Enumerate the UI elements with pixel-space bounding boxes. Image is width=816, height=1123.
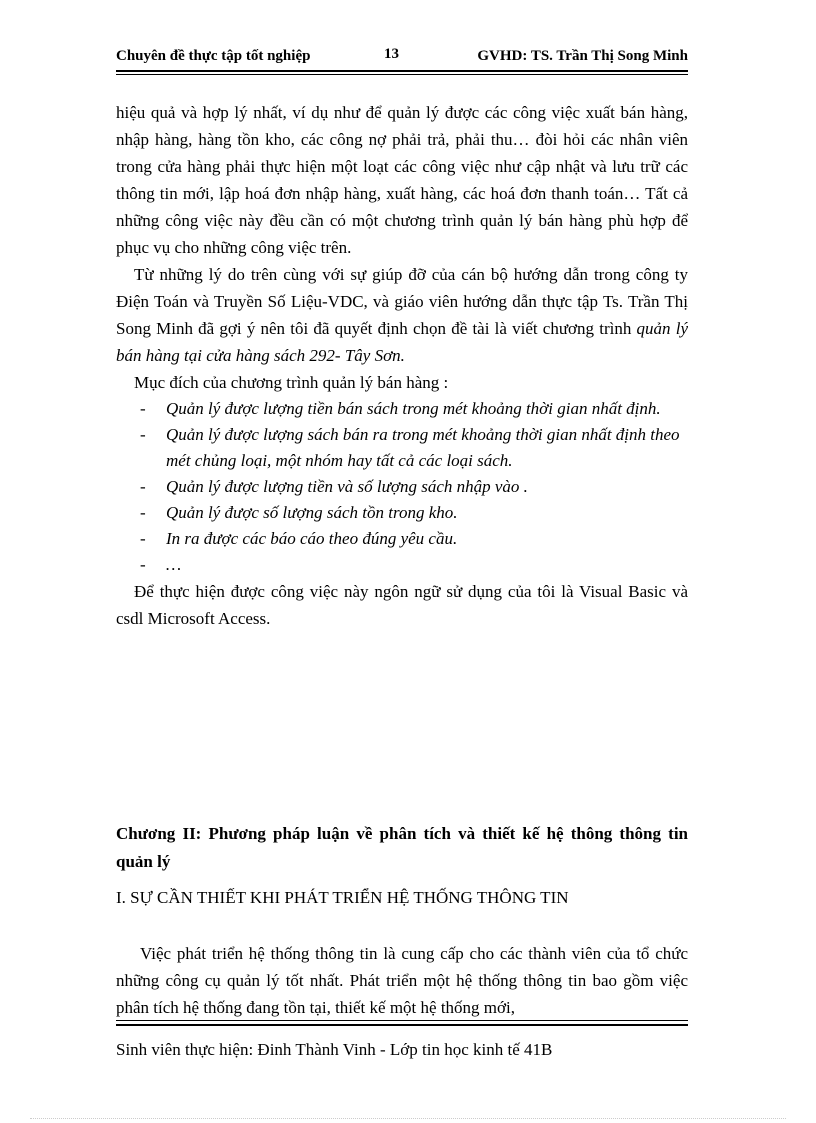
- paragraph-reason: [116, 261, 688, 369]
- page-boundary: [30, 1118, 786, 1119]
- list-item-text: In ra được các báo cáo theo đúng yêu cầu.: [166, 529, 458, 548]
- footer-rule: [116, 1024, 688, 1026]
- paragraph-reason-text: Từ những lý do trên cùng với sự giúp đỡ của cán bộ hướng dẫn trong công ty Điện Toán và Truyền Số Liệu-VDC, và giáo viên hướng dẫn thực tập Ts. Trần Thị Song Minh đã gợi ý nên tôi đã quyết định chọn đề tài là viết chương trình: [116, 265, 688, 338]
- paragraph-tools: Để thực hiện được công việc này ngôn ngữ sử dụng của tôi là Visual Basic và csdl Microsoft Access.: [116, 582, 688, 628]
- list-dash: -: [140, 399, 146, 418]
- list-item: [140, 396, 688, 422]
- header-page-number: 13: [384, 46, 399, 62]
- list-item: [140, 526, 688, 552]
- chapter-heading: Chương II: Phương pháp luận về phân tích và thiết kế hệ thông thông tin quản lý: [116, 824, 688, 871]
- paragraph-reason-topic: quản lý bán hàng tại cửa hàng sách 292- Tây Sơn.: [116, 319, 689, 365]
- list-dash: -: [140, 555, 146, 574]
- paragraph-intro: hiệu quả và hợp lý nhất, ví dụ như để quản lý được các công việc xuất bán hàng, nhập hàng, hàng tồn kho, các công nợ phải trả, phải thu… đòi hỏi các nhân viên trong cửa hàng phải thực hiện một loạt các công việc như cập nhật và lưu trữ các thông tin mới, lập hoá đơn nhập hàng, xuất hàng, các hoá đơn thanh toán… Tất cả những công việc này đều cần có một chương trình quản lý bán hàng phù hợp để phục vụ cho những công việc trên.: [116, 103, 688, 257]
- list-item: [140, 552, 688, 578]
- paragraph-purpose: Mục đích của chương trình quản lý bán hàng :: [134, 373, 449, 392]
- list-item: [140, 422, 688, 474]
- section-heading: I. SỰ CẦN THIẾT KHI PHÁT TRIỂN HỆ THỐNG THÔNG TIN: [116, 888, 569, 907]
- list-dash: -: [140, 503, 146, 522]
- header-rule-thin: [116, 74, 688, 75]
- list-item-text: Quản lý được lượng tiền và số lượng sách nhập vào .: [166, 477, 528, 496]
- header-rule: [116, 70, 688, 72]
- header-supervisor: GVHD: TS. Trần Thị Song Minh: [477, 48, 688, 64]
- page-header: [116, 48, 688, 70]
- header-course-title: Chuyên đề thực tập tốt nghiệp: [116, 48, 311, 64]
- list-item: [140, 500, 688, 526]
- list-dash: -: [140, 477, 146, 496]
- footer-rule-thin: [116, 1020, 688, 1021]
- purpose-list: [116, 396, 688, 578]
- list-item-text: Quản lý được số lượng sách tồn trong kho.: [166, 503, 458, 522]
- list-dash: -: [140, 529, 146, 548]
- list-item-text: Quản lý được lượng sách bán ra trong mét khoảng thời gian nhất định theo mét chủng loại, một nhóm hay tất cả các loại sách.: [166, 425, 680, 470]
- list-dash: -: [140, 425, 146, 444]
- list-item-text: …: [166, 555, 182, 574]
- page-body: [116, 99, 688, 632]
- page-footer: Sinh viên thực hiện: Đinh Thành Vinh - Lớp tin học kinh tế 41B: [116, 1040, 553, 1059]
- section-paragraph: Việc phát triển hệ thống thông tin là cung cấp cho các thành viên của tổ chức những công cụ quản lý tốt nhất. Phát triển một hệ thống thông tin bao gồm việc phân tích hệ thống đang tồn tại, thiết kế một hệ thống mới,: [116, 944, 688, 1017]
- list-item: [140, 474, 688, 500]
- list-item-text: Quản lý được lượng tiền bán sách trong mét khoảng thời gian nhất định.: [166, 399, 661, 418]
